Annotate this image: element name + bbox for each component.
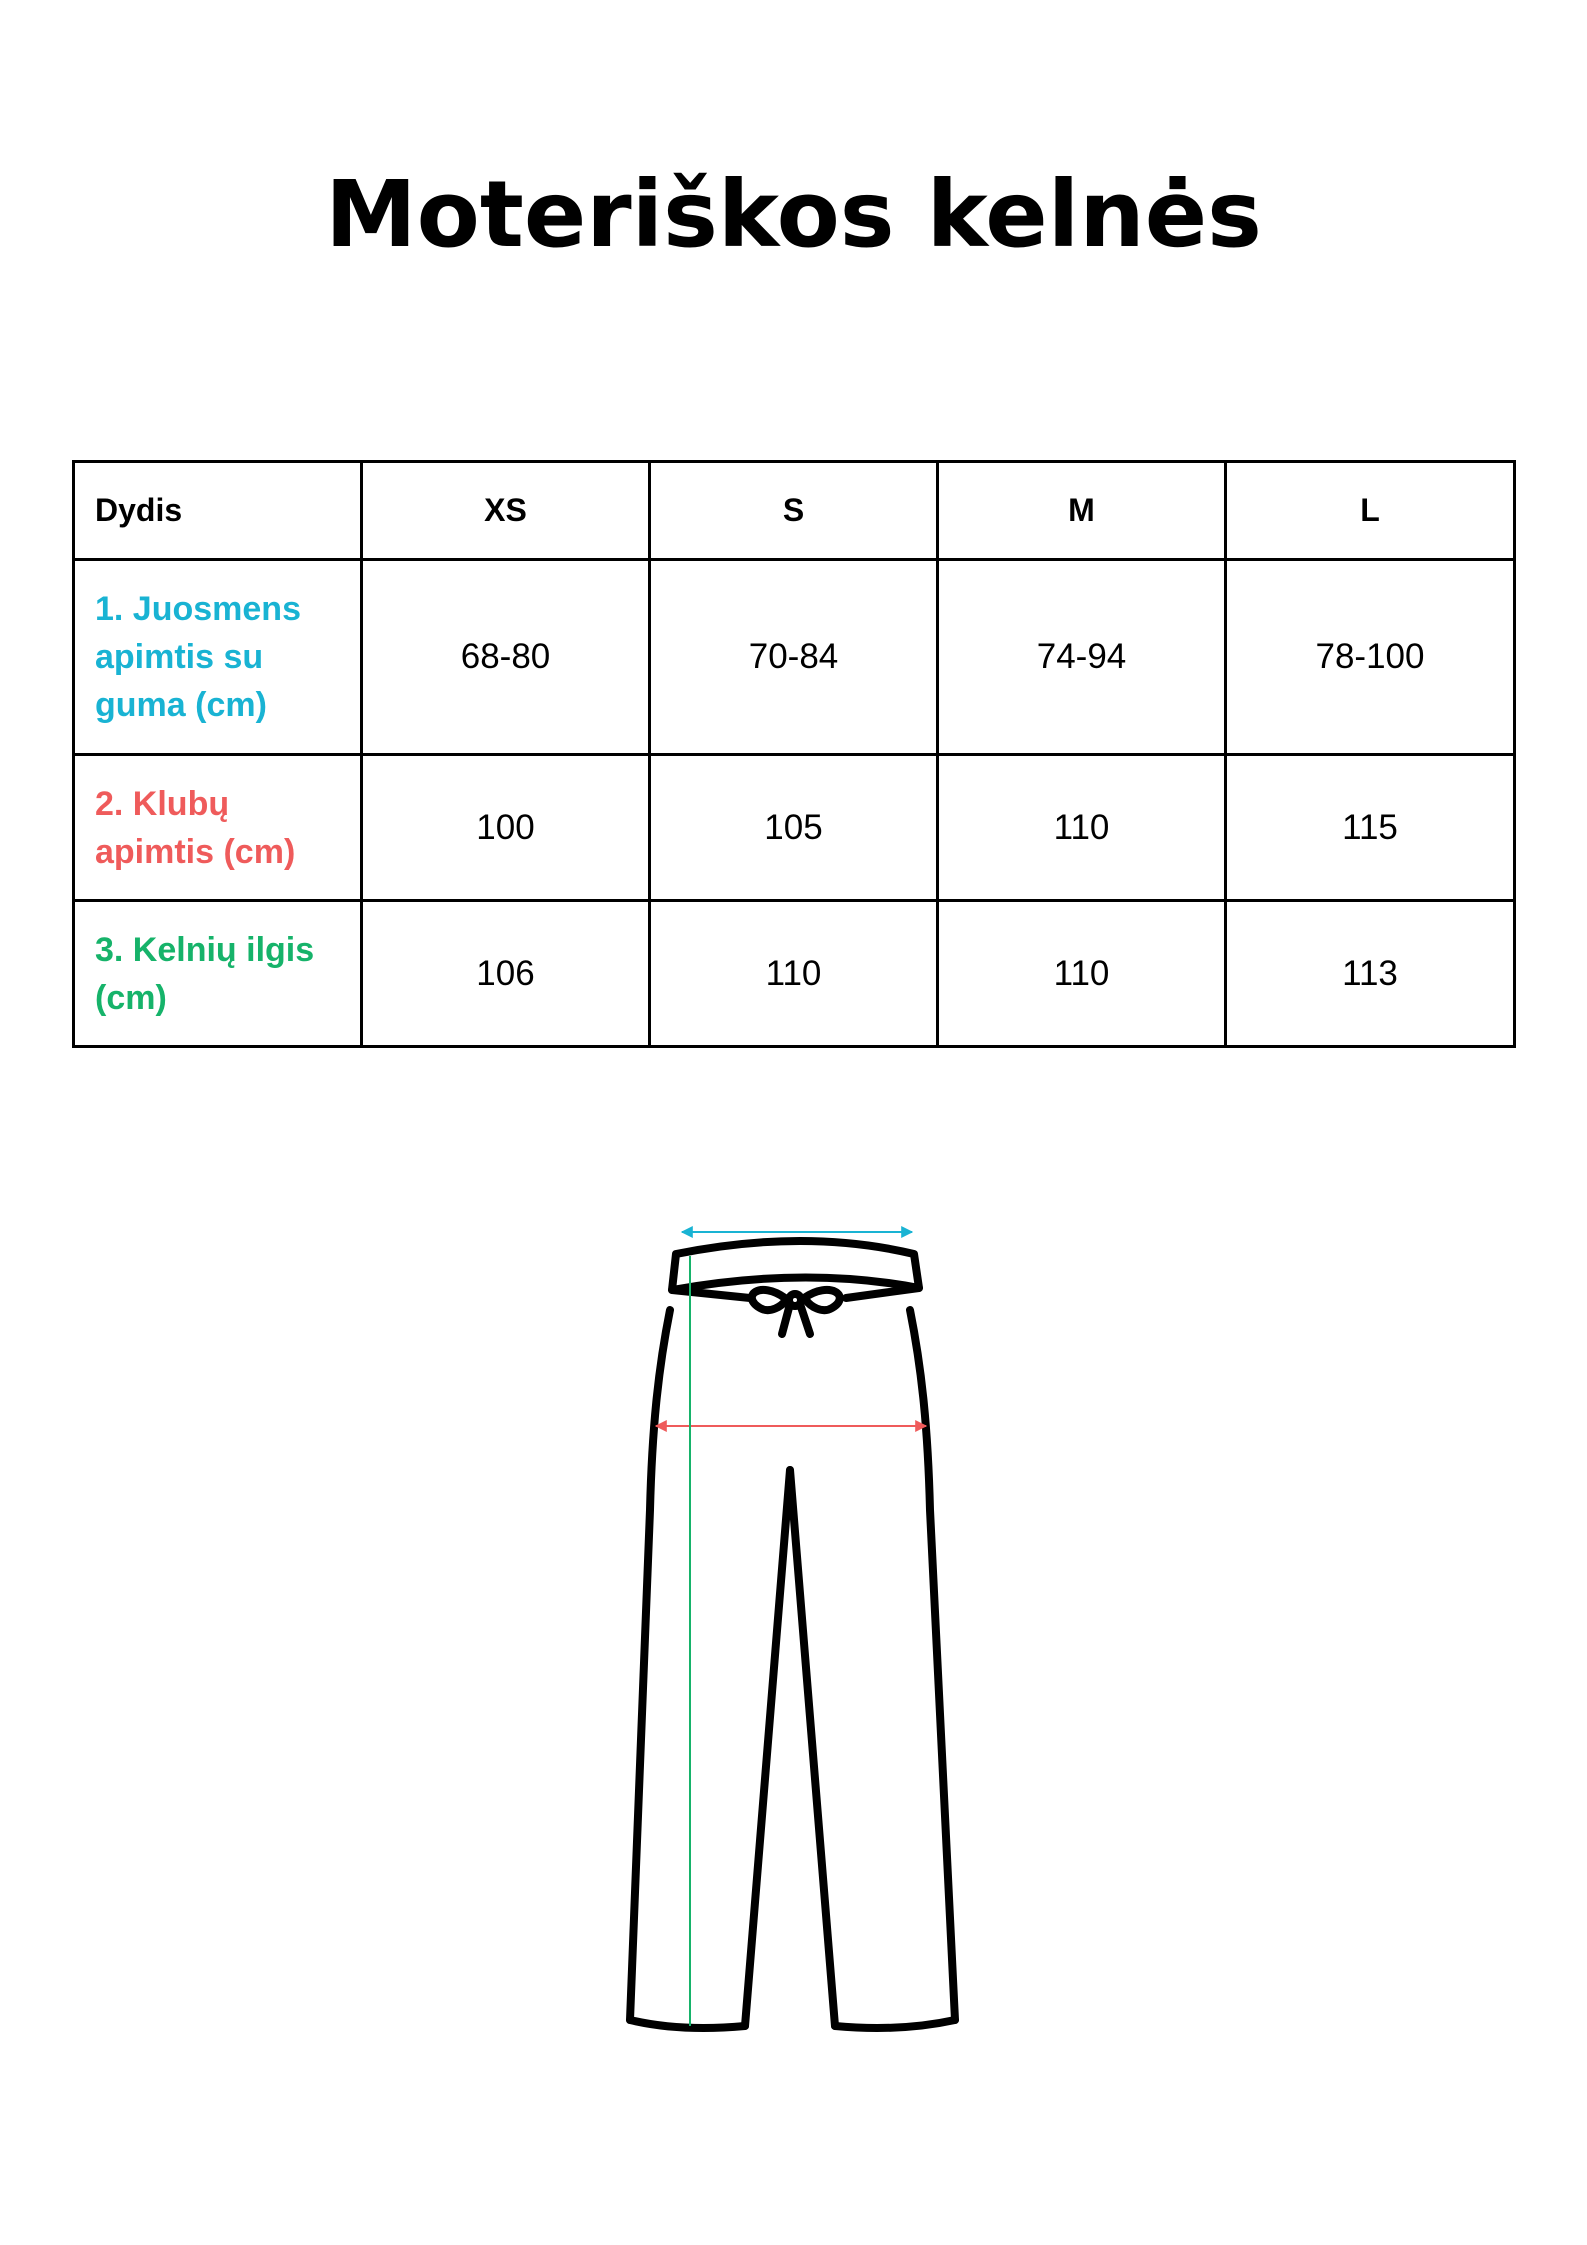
header-size-s: S — [650, 462, 938, 560]
page-title: Moteriškos kelnės — [325, 161, 1262, 268]
table-cell: 74-94 — [938, 560, 1226, 755]
row-label-hip: 2. Klubų apimtis (cm) — [74, 755, 362, 901]
table-cell: 113 — [1226, 901, 1515, 1047]
header-size-l: L — [1226, 462, 1515, 560]
table-cell: 106 — [362, 901, 650, 1047]
table-cell: 110 — [938, 755, 1226, 901]
header-size-label: Dydis — [74, 462, 362, 560]
header-size-m: M — [938, 462, 1226, 560]
row-label-waist: 1. Juosmens apimtis su guma (cm) — [74, 560, 362, 755]
row-label-length: 3. Kelnių ilgis (cm) — [74, 901, 362, 1047]
table-cell: 100 — [362, 755, 650, 901]
table-cell: 115 — [1226, 755, 1515, 901]
table-cell: 78-100 — [1226, 560, 1515, 755]
table-header-row — [74, 462, 1515, 560]
table-cell: 110 — [938, 901, 1226, 1047]
table-cell: 105 — [650, 755, 938, 901]
table-row-hip — [74, 755, 1515, 901]
pants-illustration-icon — [590, 1210, 1010, 2060]
table-cell: 70-84 — [650, 560, 938, 755]
header-size-xs: XS — [362, 462, 650, 560]
pants-outline — [630, 1241, 955, 2028]
table-row-waist — [74, 560, 1515, 755]
table-cell: 68-80 — [362, 560, 650, 755]
size-chart-table — [72, 460, 1516, 1048]
table-row-length — [74, 901, 1515, 1047]
table-cell: 110 — [650, 901, 938, 1047]
